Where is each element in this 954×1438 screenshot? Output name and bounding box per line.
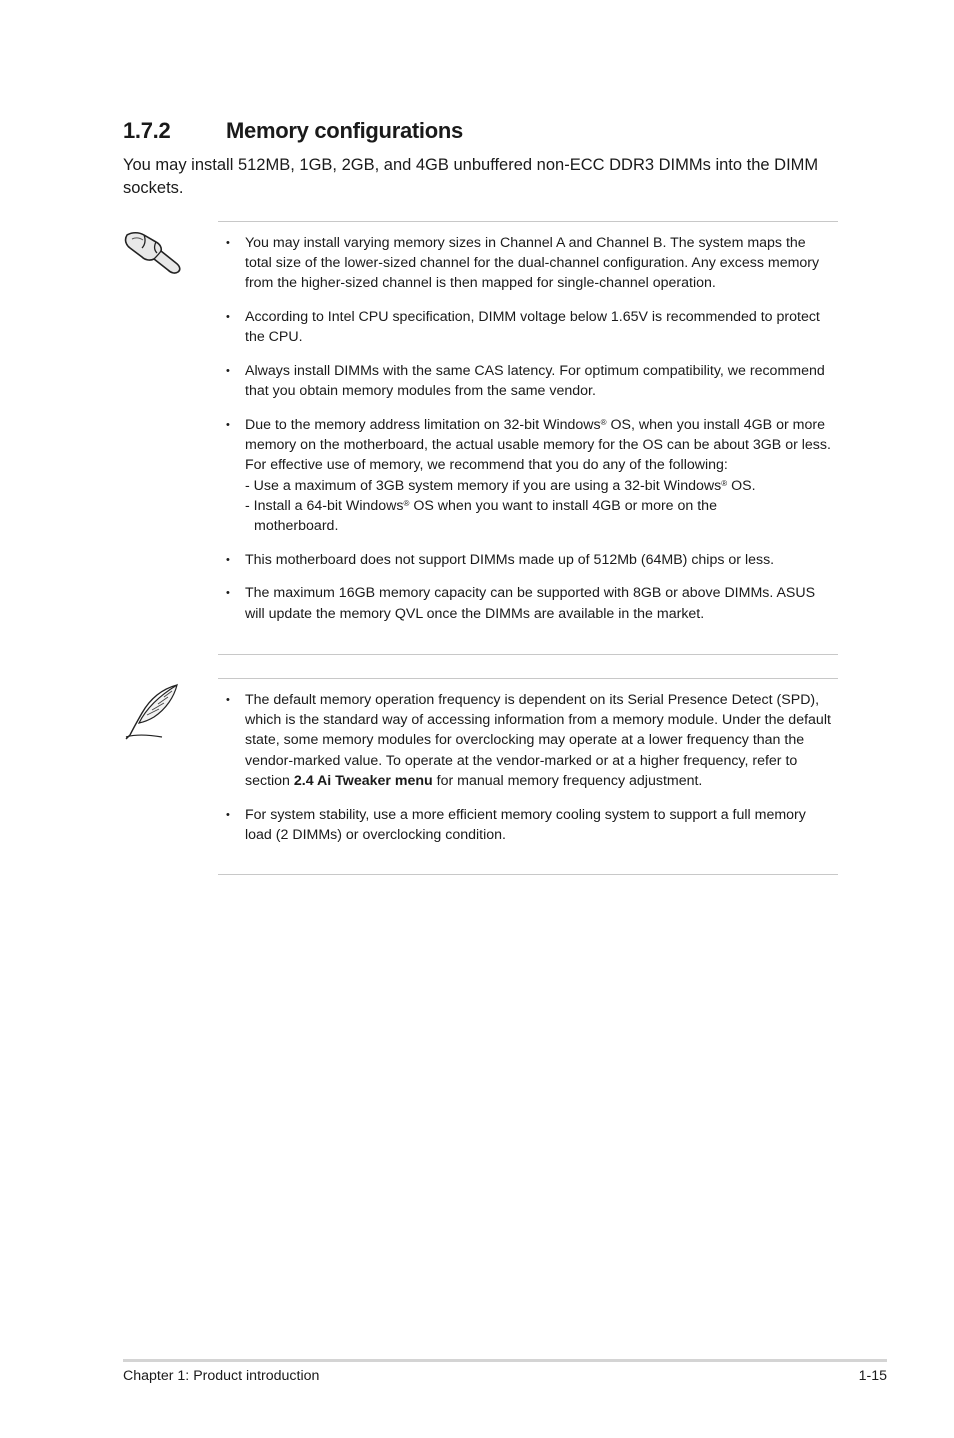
important-box — [218, 221, 838, 655]
list-item: • You may install varying memory sizes in Channel A and Channel B. The system maps the total size of the lower-sized channel for the dual-channel configuration. Any excess memory from the higher-sized channel is then mapped for single-channel operation. — [226, 233, 836, 294]
note-box — [218, 678, 838, 875]
list-item: • Due to the memory address limitation on 32-bit Windows® OS, when you install 4GB or more memory on the motherboard, the actual usable memory for the OS can be about 3GB or less. For effective use of memory, we recommend that you do any of the following: - Use a maximum of 3GB system memory if you are using a 32-bit Windows® OS. - Install a 64-bit Windows® OS when you want to install 4GB or more on the motherboard. — [226, 415, 836, 536]
section-number: 1.7.2 — [123, 118, 171, 143]
registered-mark: ® — [721, 478, 728, 488]
feather-icon — [122, 683, 182, 741]
section-title: Memory configurations — [226, 118, 463, 143]
list-item: • This motherboard does not support DIMMs made up of 512Mb (64MB) chips or less. — [226, 550, 836, 570]
sub-item: - Install a 64-bit Windows® OS when you want to install 4GB or more on the — [245, 497, 717, 514]
sub-item-continuation: motherboard. — [254, 517, 339, 534]
intro-paragraph: You may install 512MB, 1GB, 2GB, and 4GB unbuffered non-ECC DDR3 DIMMs into the DIMM sockets. — [123, 156, 819, 197]
footer-page-number: 1-15 — [858, 1368, 887, 1384]
section-heading — [123, 118, 463, 144]
note-list — [226, 690, 836, 858]
list-item: • For system stability, use a more efficient memory cooling system to support a full memory load (2 DIMMs) or overclocking condition. — [226, 805, 836, 845]
important-list — [226, 233, 836, 637]
list-item: • According to Intel CPU specification, DIMM voltage below 1.65V is recommended to protect the CPU. — [226, 307, 836, 347]
hand-icon — [124, 226, 186, 276]
footer-divider — [123, 1359, 887, 1362]
footer-chapter: Chapter 1: Product introduction — [123, 1368, 320, 1384]
list-item: • The maximum 16GB memory capacity can be supported with 8GB or above DIMMs. ASUS will update the memory QVL once the DIMMs are available in the market. — [226, 583, 836, 623]
list-item: • Always install DIMMs with the same CAS latency. For optimum compatibility, we recommend that you obtain memory modules from the same vendor. — [226, 361, 836, 401]
sub-item: - Use a maximum of 3GB system memory if you are using a 32-bit Windows® OS. — [245, 477, 756, 494]
registered-mark: ® — [600, 417, 607, 427]
registered-mark: ® — [403, 498, 410, 508]
list-item: • The default memory operation frequency is dependent on its Serial Presence Detect (SPD), which is the standard way of accessing information from a memory module. Under the default state, some memory modules for overclocking may operate at a lower frequency than the vendor-marked value. To operate at the vendor-marked or at a higher frequency, refer to section 2.4 Ai Tweaker menu for manual memory frequency adjustment. — [226, 690, 836, 791]
section-reference: 2.4 Ai Tweaker menu — [293, 772, 433, 789]
